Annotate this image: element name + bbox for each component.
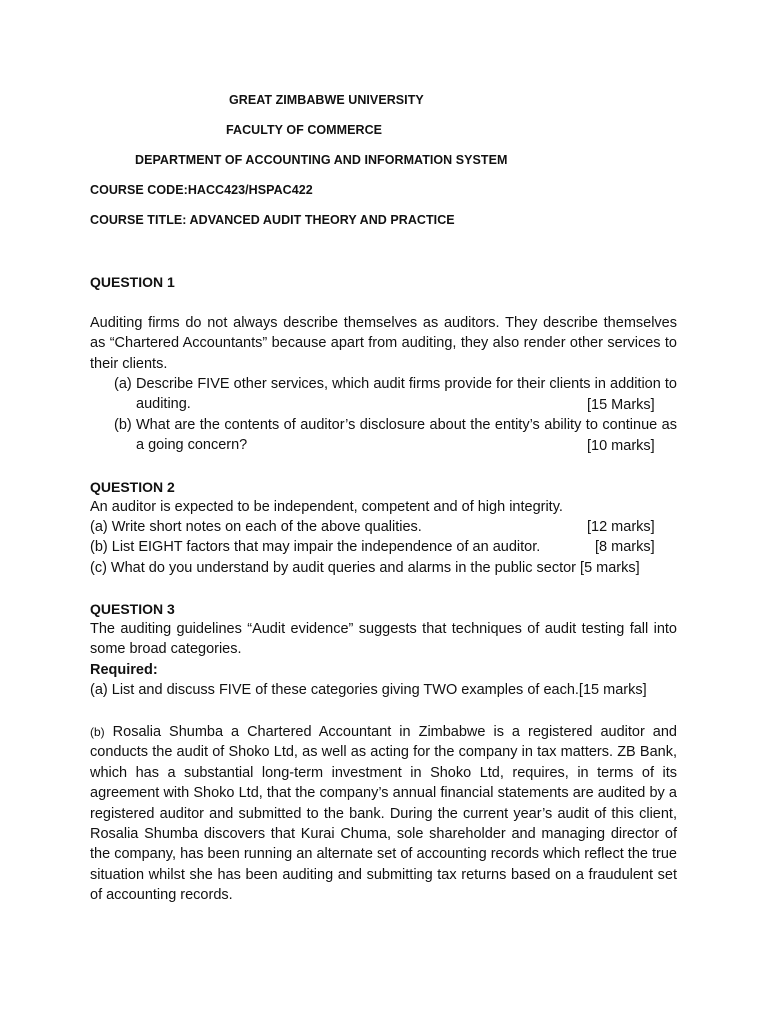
question-1-part-b-label: (b) — [114, 417, 132, 433]
university-name: GREAT ZIMBABWE UNIVERSITY — [229, 93, 424, 107]
course-title: COURSE TITLE: ADVANCED AUDIT THEORY AND PRACTICE — [90, 213, 455, 227]
question-1-intro: Auditing firms do not always describe themselves as auditors. They describe themselves as “Chartered Accountants” because apart from auditing, they also render other services to their clients. — [90, 315, 677, 372]
question-3-heading: QUESTION 3 — [90, 601, 175, 617]
question-3-part-b — [90, 722, 677, 906]
question-2-part-b-marks: [8 marks] — [595, 539, 655, 555]
question-3-part-a: (a) List and discuss FIVE of these categories giving TWO examples of each.[15 marks] — [90, 682, 647, 698]
question-2-intro: An auditor is expected to be independent, competent and of high integrity. — [90, 499, 563, 515]
question-3-part-b-label: (b) — [90, 725, 105, 739]
question-3-required: Required: — [90, 662, 158, 678]
question-1-part-a-text: Describe FIVE other services, which audit firms provide for their clients in addition to auditing. — [136, 376, 677, 413]
question-2-part-b: (b) List EIGHT factors that may impair the independence of an auditor. — [90, 539, 541, 555]
department-name: DEPARTMENT OF ACCOUNTING AND INFORMATION SYSTEM — [135, 153, 508, 167]
question-3-intro: The auditing guidelines “Audit evidence” suggests that techniques of audit testing fall into some broad categories. — [90, 621, 677, 658]
question-2-part-a: (a) Write short notes on each of the above qualities. — [90, 519, 422, 535]
question-1-part-a-marks: [15 Marks] — [587, 397, 655, 413]
course-code: COURSE CODE:HACC423/HSPAC422 — [90, 183, 313, 197]
question-2-part-c: (c) What do you understand by audit queries and alarms in the public sector [5 marks] — [90, 560, 640, 576]
question-1-heading: QUESTION 1 — [90, 274, 175, 290]
question-2-part-a-marks: [12 marks] — [587, 519, 655, 535]
question-1-part-b-marks: [10 marks] — [587, 438, 655, 454]
question-1-part-a-label: (a) — [114, 376, 132, 392]
question-3-part-b-text: Rosalia Shumba a Chartered Accountant in Zimbabwe is a registered auditor and conducts the audit of Shoko Ltd, as well as acting for the company in tax matters. ZB Bank, which has a substantial long-term investment in Shoko Ltd, requires, in terms of its agreement with Shoko Ltd, that the company’s annual financial statements are audited by a registered auditor and submitted to the bank. During the current year’s audit of this client, Rosalia Shumba discovers that Kurai Chuma, sole shareholder and managing director of the company, has been running an alternate set of accounting records which reflect the true situation whilst she has been auditing and submitting tax returns based on a fraudulent set of accounting records. — [90, 724, 677, 904]
question-2-heading: QUESTION 2 — [90, 479, 175, 495]
faculty-name: FACULTY OF COMMERCE — [226, 123, 383, 137]
question-1-part-b-text: What are the contents of auditor’s disclosure about the entity’s ability to continue as a going concern? — [136, 417, 677, 454]
